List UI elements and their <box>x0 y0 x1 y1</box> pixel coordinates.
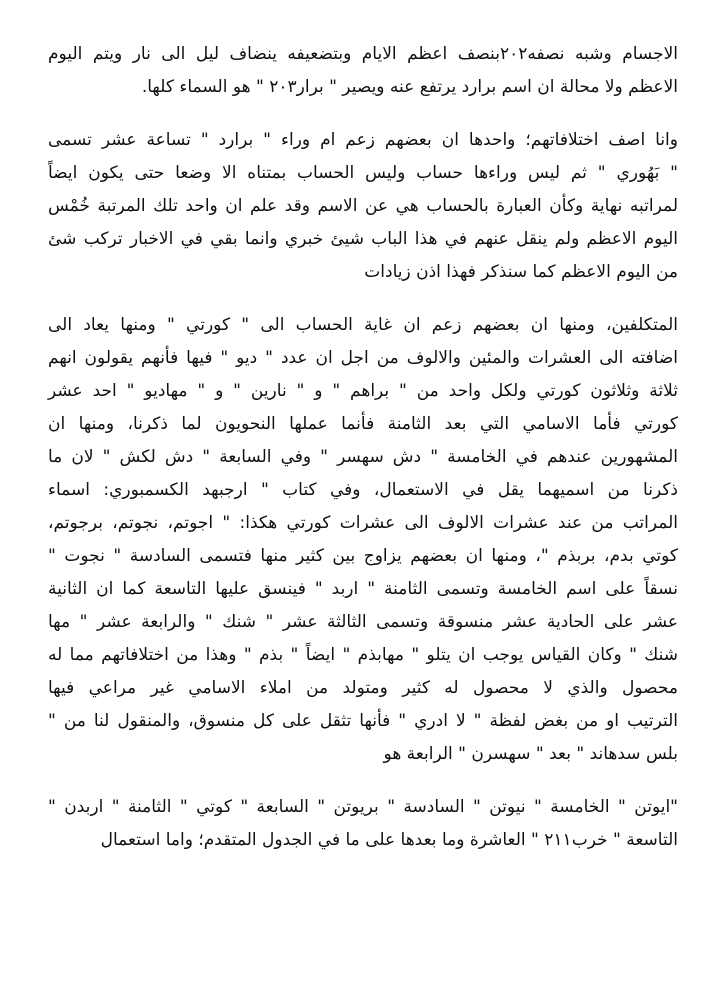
text-line: الاعظم ولا محالة ان اسم برارد يرتفع عنه ويصير " برار٢٠٣ " هو السماء كلها. <box>141 77 678 97</box>
text-line: الاجسام وشبه نصفه٢٠٢بنصف اعظم الايام وبتضعيفه ينضاف ليل الى نار ويتم اليوم <box>48 44 678 64</box>
text-line: نسقاً على اسم الخامسة وتسمى الثامنة " اربد " فينسق عليها التاسعة كما ان الثانية <box>48 579 678 599</box>
text-line: بلس سدهاند " بعد " سهسرن " الرابعة هو <box>383 744 678 764</box>
paragraph <box>48 309 678 771</box>
text-line: كورتي فأما الاسامي التي بعد الثامنة فأنما عملها النحويون لما ذكرنا، ومنها ان <box>48 414 678 434</box>
document-body <box>48 38 678 857</box>
text-line: ذكرنا من اسميهما يقل في الاستعمال، وفي كتاب " ارجبهد الكسمبوري: اسماء <box>48 480 678 500</box>
text-line: شنك " وكان القياس يوجب ان يتلو " مهابذم " ايضاً " بذم " وهذا من اختلافاتهم مما له <box>48 645 678 665</box>
text-line: الترتيب او من بغض لفظة " لا ادري " فأنها تثقل على كل منسوق، والمنقول لنا من " <box>48 711 678 731</box>
text-line: اليوم الاعظم ولم ينقل عنهم في هذا الباب شيئ خبري وانما بقي في الاخبار تركب شئ <box>48 229 678 249</box>
text-line: عشر على الحادية عشر منسوقة وتسمى الثالثة عشر " شنك " والرابعة عشر " مها <box>48 612 678 632</box>
text-line: المتكلفين، ومنها ان بعضهم زعم ان غاية الحساب الى " كورتي " ومنها يعاد الى <box>48 315 678 335</box>
text-line: التاسعة " خرب٢١١ " العاشرة وما بعدها على ما في الجدول المتقدم؛ واما استعمال <box>100 830 678 850</box>
text-line: "ايوتن " الخامسة " نيوتن " السادسة " بريوتن " السابعة " كوتي " الثامنة " اربدن " <box>48 797 678 817</box>
document-page <box>48 38 678 877</box>
text-line: المراتب من عند عشرات الالوف الى عشرات كورتي هكذا: " اجوتم، نجوتم، برجوتم، <box>48 513 678 533</box>
text-line: المشهورين عندهم في الخامسة " دش سهسر " وفي السابعة " دش لكش " لان ما <box>48 447 678 467</box>
paragraph <box>48 124 678 289</box>
text-line: اضافته الى العشرات والمئين والالوف من اجل ان عدد " ديو " فيها فأنهم يقولون انهم <box>48 348 678 368</box>
text-line: كوتي بدم، بربذم "، ومنها ان بعضهم يزاوج بين كثير منها فتسمى السادسة " نجوت " <box>48 546 678 566</box>
text-line: ثلاثة وثلاثون كورتي ولكل واحد من " براهم " و " نارين " و " مهاديو " احد عشر <box>48 381 678 401</box>
paragraph <box>48 791 678 857</box>
text-line: من اليوم الاعظم كما سنذكر فهذا اذن زيادات <box>364 262 678 282</box>
text-line: " بَهُوري " ثم ليس وراءها حساب وليس الحساب بمتناه الا وضعا حتى يكون ايضاً <box>48 163 678 183</box>
text-line: وانا اصف اختلافاتهم؛ واحدها ان بعضهم زعم ام وراء " برارد " تساعة عشر تسمى <box>48 130 678 150</box>
text-line: محصول والذي لا محصول له كثير ومتولد من املاء الاسامي غير مراعي فيها <box>48 678 678 698</box>
paragraph <box>48 38 678 104</box>
text-line: لمراتبه نهاية وكأن العبارة بالحساب هي عن الاسم وقد علم ان واحد تلك المرتبة خُمْس <box>48 196 678 216</box>
